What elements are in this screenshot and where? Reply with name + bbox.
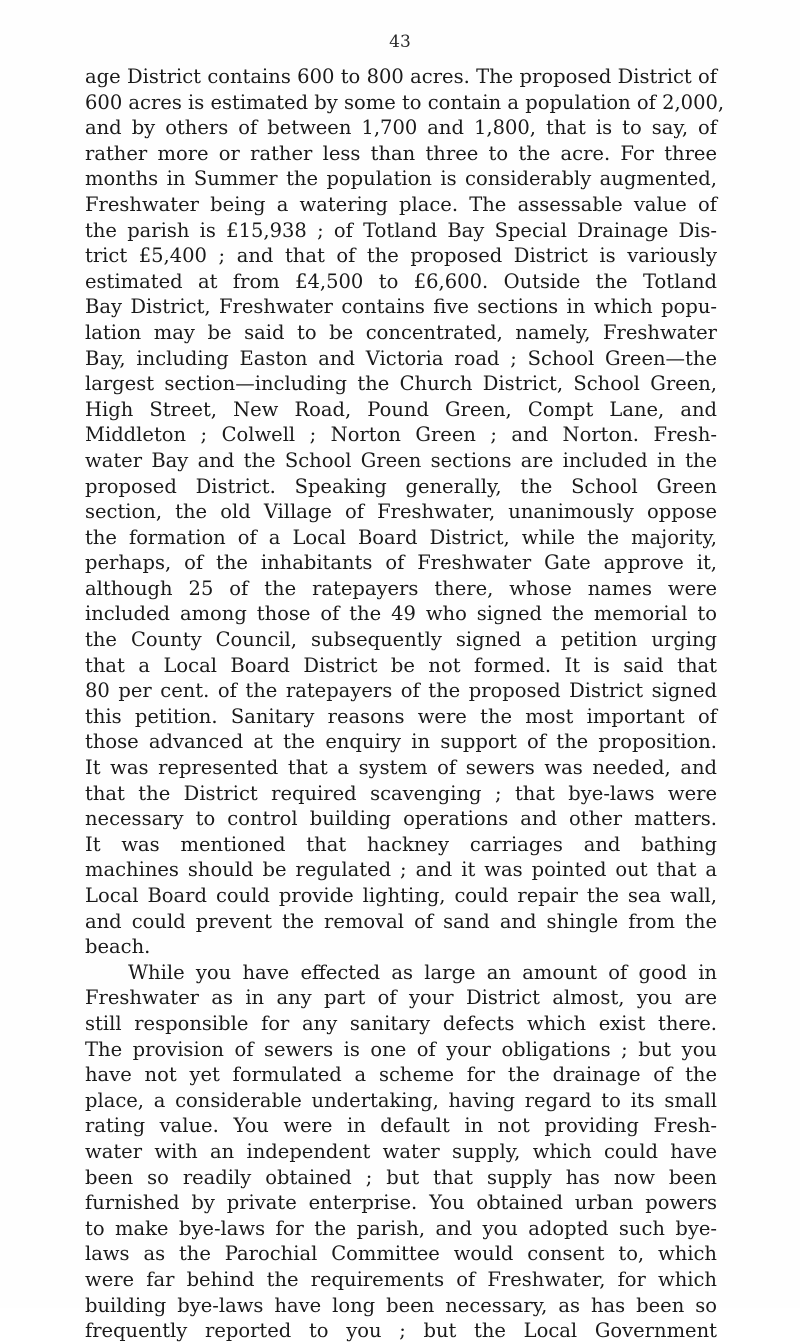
text-line: largest section—including the Church District, School Green, <box>85 372 717 396</box>
text-line: months in Summer the population is considerably augmented, <box>85 167 717 191</box>
text-line: those advanced at the enquiry in support of the proposition. <box>85 730 717 754</box>
body-text <box>85 64 725 1344</box>
text-line: rather more or rather less than three to the acre. For three <box>85 141 717 165</box>
text-line: have not yet formulated a scheme for the drainage of the <box>85 1063 717 1087</box>
text-line: Middleton ; Colwell ; Norton Green ; and Norton. Fresh- <box>85 423 717 447</box>
text-line: While you have effected as large an amount of good in <box>128 960 717 984</box>
text-line: trict £5,400 ; and that of the proposed District is variously <box>85 244 717 268</box>
text-line: lation may be said to be concentrated, namely, Freshwater <box>85 320 717 344</box>
text-line: 600 acres is estimated by some to contain a population of 2,000, <box>85 90 725 114</box>
text-line: place, a considerable undertaking, having regard to its small <box>85 1088 717 1112</box>
text-line: machines should be regulated ; and it was pointed out that a <box>85 858 717 882</box>
text-line: included among those of the 49 who signed the memorial to <box>85 602 717 626</box>
text-line: building bye-laws have long been necessary, as has been so <box>85 1293 717 1317</box>
text-line: Bay, including Easton and Victoria road ; School Green—the <box>85 346 717 370</box>
text-line: necessary to control building operations and other matters. <box>85 807 717 831</box>
page-number: 43 <box>389 32 411 52</box>
text-line: and could prevent the removal of sand and shingle from the <box>85 909 717 933</box>
text-line: the parish is £15,938 ; of Totland Bay Special Drainage Dis- <box>85 218 717 242</box>
text-line: that a Local Board District be not formed. It is said that <box>85 653 717 677</box>
text-line: been so readily obtained ; but that supply has now been <box>85 1165 717 1189</box>
text-line: perhaps, of the inhabitants of Freshwater Gate approve it, <box>85 551 717 575</box>
text-line: water Bay and the School Green sections are included in the <box>85 448 717 472</box>
text-line: beach. <box>85 935 151 959</box>
text-line: although 25 of the ratepayers there, whose names were <box>85 576 717 600</box>
text-line: still responsible for any sanitary defects which exist there. <box>85 1011 717 1035</box>
text-line: age District contains 600 to 800 acres. The proposed District of <box>85 65 717 88</box>
text-line: Local Board could provide lighting, could repair the sea wall, <box>85 884 717 907</box>
text-line: the County Council, subsequently signed a petition urging <box>85 628 717 652</box>
text-line: It was mentioned that hackney carriages and bathing <box>85 832 717 856</box>
text-line: section, the old Village of Freshwater, unanimously oppose <box>85 500 717 524</box>
text-line: furnished by private enterprise. You obtained urban powers <box>85 1191 717 1215</box>
text-line: Freshwater as in any part of your District almost, you are <box>85 986 717 1010</box>
text-line: frequently reported to you ; but the Local Government <box>85 1319 717 1343</box>
text-line: It was represented that a system of sewers was needed, and <box>85 756 717 780</box>
text-line: laws as the Parochial Committee would consent to, which <box>85 1242 717 1266</box>
text-line: that the District required scavenging ; that bye-laws were <box>85 781 717 805</box>
text-line: rating value. You were in default in not providing Fresh- <box>85 1114 717 1138</box>
text-line: the formation of a Local Board District, while the majority, <box>85 525 717 549</box>
text-line: Freshwater being a watering place. The assessable value of <box>85 192 717 216</box>
text-line: to make bye-laws for the parish, and you adopted such bye- <box>85 1216 717 1240</box>
text-line: High Street, New Road, Pound Green, Compt Lane, and <box>85 397 717 421</box>
text-line: water with an independent water supply, which could have <box>85 1139 717 1163</box>
text-line: estimated at from £4,500 to £6,600. Outside the Totland <box>85 269 717 293</box>
text-line: were far behind the requirements of Freshwater, for which <box>85 1267 717 1291</box>
text-line: 80 per cent. of the ratepayers of the proposed District signed <box>85 679 717 703</box>
text-line: this petition. Sanitary reasons were the most important of <box>85 704 717 728</box>
text-line: and by others of between 1,700 and 1,800, that is to say, of <box>85 116 717 140</box>
text-line: Bay District, Freshwater contains five sections in which popu- <box>85 295 717 319</box>
text-line: proposed District. Speaking generally, the School Green <box>85 474 717 498</box>
text-line: The provision of sewers is one of your obligations ; but you <box>85 1037 717 1061</box>
